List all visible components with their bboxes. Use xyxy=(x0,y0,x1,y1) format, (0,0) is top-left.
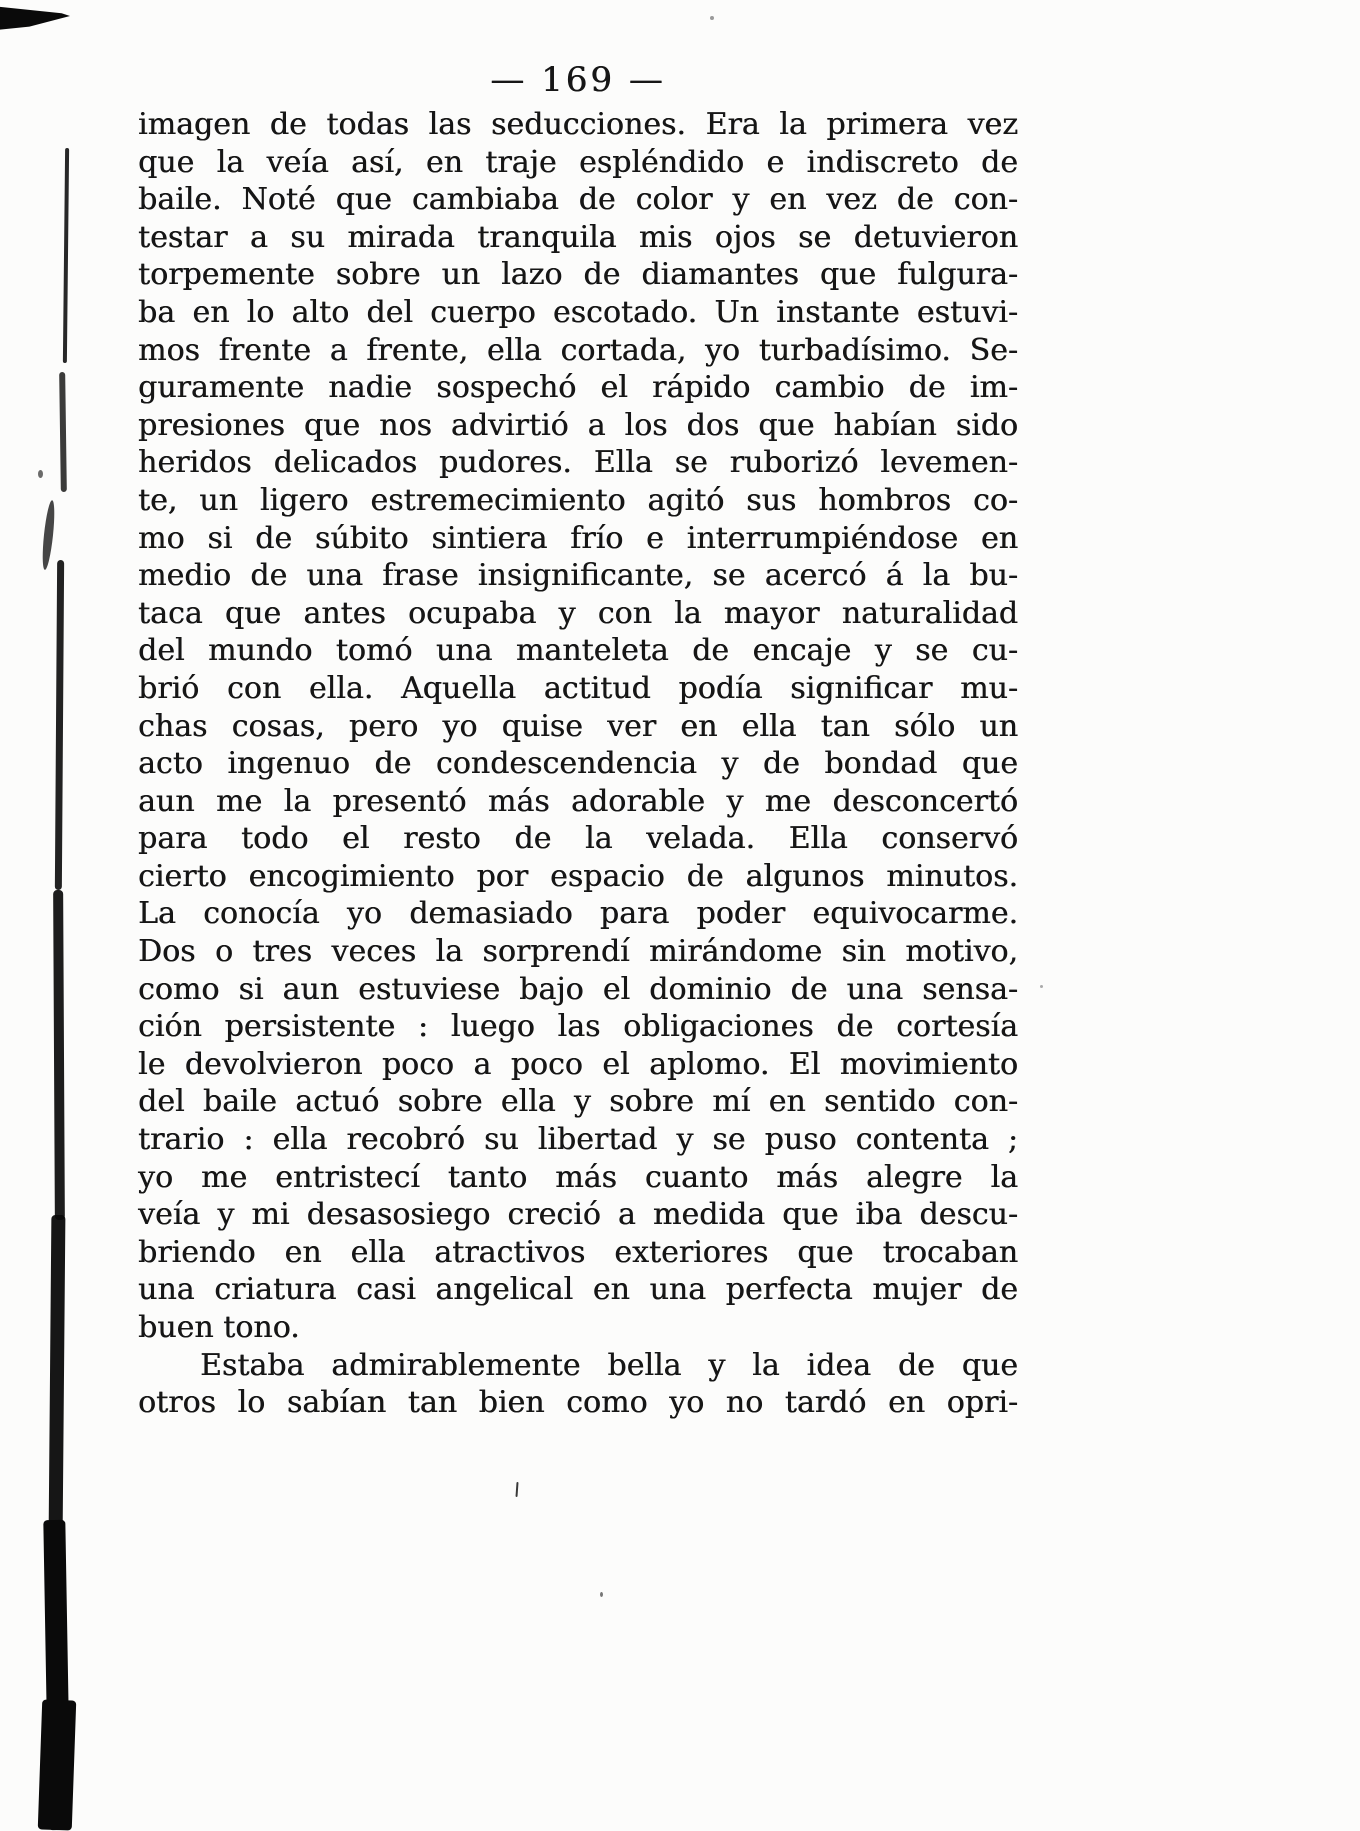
text-line: chas cosas, pero yo quise ver en ella tan sólo un xyxy=(138,708,1018,744)
text-line: que la veía así, en traje espléndido e indiscreto de xyxy=(138,144,1018,180)
text-line: heridos delicados pudores. Ella se ruborizó levemen- xyxy=(138,445,1018,481)
text-line: veía y mi desasosiego creció a medida que iba descu- xyxy=(138,1197,1018,1233)
text-line: medio de una frase insignificante, se acercó á la bu- xyxy=(138,558,1018,594)
text-line: baile. Noté que cambiaba de color y en vez de con- xyxy=(138,182,1018,218)
text-line: una criatura casi angelical en una perfecta mujer de xyxy=(138,1272,1018,1308)
text-line: mo si de súbito sintiera frío e interrumpiéndose en xyxy=(138,520,1018,556)
scan-binding-streak xyxy=(38,1699,77,1830)
text-line: ba en lo alto del cuerpo escotado. Un instante estuvi- xyxy=(138,294,1018,330)
scan-binding-streak xyxy=(63,148,69,363)
text-line: para todo el resto de la velada. Ella conservó xyxy=(138,821,1018,857)
text-line: Dos o tres veces la sorprendí mirándome sin motivo, xyxy=(138,934,1018,970)
scan-speck xyxy=(710,16,714,20)
text-line: Estaba admirablemente bella y la idea de que xyxy=(200,1347,1018,1383)
text-line: otros lo sabían tan bien como yo no tardó en opri- xyxy=(138,1385,1018,1421)
text-line: trario : ella recobró su libertad y se puso contenta ; xyxy=(138,1122,1018,1158)
text-line: como si aun estuviese bajo el dominio de una sensa- xyxy=(138,971,1018,1007)
scan-binding-streak xyxy=(49,1215,66,1535)
text-line: cierto encogimiento por espacio de algunos minutos. xyxy=(138,858,1018,894)
text-line: del baile actuó sobre ella y sobre mí en sentido con- xyxy=(138,1084,1018,1120)
text-line: testar a su mirada tranquila mis ojos se detuvieron xyxy=(138,219,1018,255)
text-line: brió con ella. Aquella actitud podía significar mu- xyxy=(138,670,1018,706)
scan-binding-streak xyxy=(40,500,56,571)
text-line: mos frente a frente, ella cortada, yo turbadísimo. Se- xyxy=(138,332,1018,368)
text-line: presiones que nos advirtió a los dos que habían sido xyxy=(138,407,1018,443)
text-line: guramente nadie sospechó el rápido cambio de im- xyxy=(138,370,1018,406)
scan-corner-mark xyxy=(0,0,70,38)
scan-binding-streak xyxy=(55,560,64,890)
scan-speck xyxy=(38,470,43,478)
text-line: La conocía yo demasiado para poder equivocarme. xyxy=(138,896,1018,932)
text-line: le devolvieron poco a poco el aplomo. El movimiento xyxy=(138,1046,1018,1082)
text-line: acto ingenuo de condescendencia y de bondad que xyxy=(138,746,1018,782)
text-block xyxy=(138,106,1018,1422)
text-line: briendo en ella atractivos exteriores que trocaban xyxy=(138,1234,1018,1270)
text-line: yo me entristecí tanto más cuanto más alegre la xyxy=(138,1159,1018,1195)
text-line: te, un ligero estremecimiento agitó sus hombros co- xyxy=(138,482,1018,518)
text-line: torpemente sobre un lazo de diamantes que fulgura- xyxy=(138,257,1018,293)
scan-tick-mark xyxy=(515,1482,518,1497)
text-line: imagen de todas las seducciones. Era la primera vez xyxy=(138,107,1018,142)
scan-binding-streak xyxy=(59,372,67,492)
scan-speck xyxy=(600,1592,603,1597)
text-line: buen tono. xyxy=(138,1310,300,1345)
scan-binding-streak xyxy=(53,890,65,1220)
text-line: aun me la presentó más adorable y me desconcertó xyxy=(138,783,1018,819)
page-number: — 169 — xyxy=(490,60,666,100)
text-line: taca que antes ocupaba y con la mayor naturalidad xyxy=(138,595,1018,631)
scan-speck xyxy=(1040,985,1043,988)
text-line: ción persistente : luego las obligaciones de cortesía xyxy=(138,1009,1018,1045)
text-line: del mundo tomó una manteleta de encaje y se cu- xyxy=(138,633,1018,669)
